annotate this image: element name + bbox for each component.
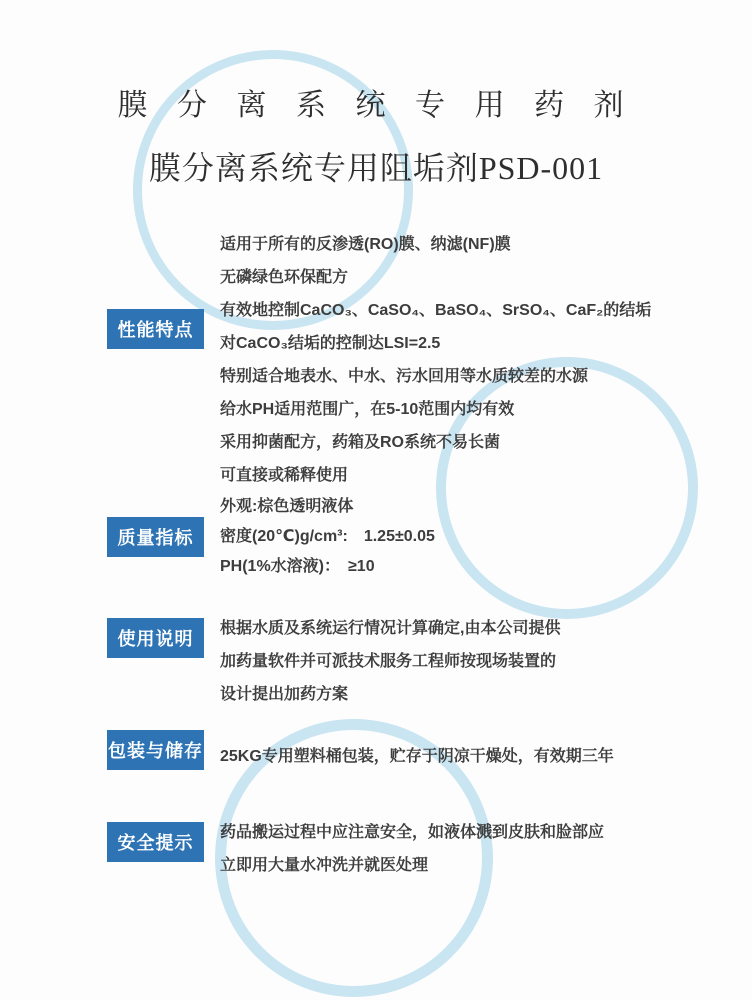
safety-line: 立即用大量水冲洗并就医处理 [220,857,429,874]
quality-line: 密度(20℃)g/cm³: 1.25±0.05 [220,528,435,545]
section-body-safety [220,816,740,882]
feature-line: 可直接或稀释使用 [220,467,349,484]
quality-line: PH(1%水溶液)： ≥10 [220,558,375,575]
section-label-safety: 安全提示 [107,822,204,862]
section-label-quality: 质量指标 [107,517,204,557]
feature-line: 对CaCO₃结垢的控制达LSI=2.5 [220,335,441,352]
section-body-usage [220,612,740,711]
feature-line: 有效地控制CaCO₃、CaSO₄、BaSO₄、SrSO₄、CaF₂的结垢 [220,302,652,319]
section-label-packing: 包装与储存 [107,730,204,770]
section-body-performance [220,228,740,492]
usage-line: 加药量软件并可派技术服务工程师按现场装置的 [220,653,557,670]
feature-line: 采用抑菌配方，药箱及RO系统不易长菌 [220,434,501,451]
section-label-usage: 使用说明 [107,618,204,658]
section-label-performance: 性能特点 [107,309,204,349]
packing-line: 25KG专用塑料桶包装，贮存于阴凉干燥处，有效期三年 [220,748,614,765]
section-body-packing [220,740,740,773]
usage-line: 设计提出加药方案 [220,686,349,703]
section-body-quality [220,492,740,582]
page-title: 膜 分 离 系 统 专 用 药 剂 [117,89,635,122]
feature-line: 适用于所有的反渗透(RO)膜、纳滤(NF)膜 [220,236,511,253]
quality-line: 外观:棕色透明液体 [220,498,354,515]
safety-line: 药品搬运过程中应注意安全，如液体溅到皮肤和脸部应 [220,824,605,841]
usage-line: 根据水质及系统运行情况计算确定,由本公司提供 [220,620,561,637]
feature-line: 特别适合地表水、中水、污水回用等水质较差的水源 [220,368,589,385]
feature-line: 无磷绿色环保配方 [220,269,349,286]
feature-line: 给水PH适用范围广，在5-10范围内均有效 [220,401,515,418]
product-subtitle: 膜分离系统专用阻垢剂PSD-001 [148,150,604,186]
